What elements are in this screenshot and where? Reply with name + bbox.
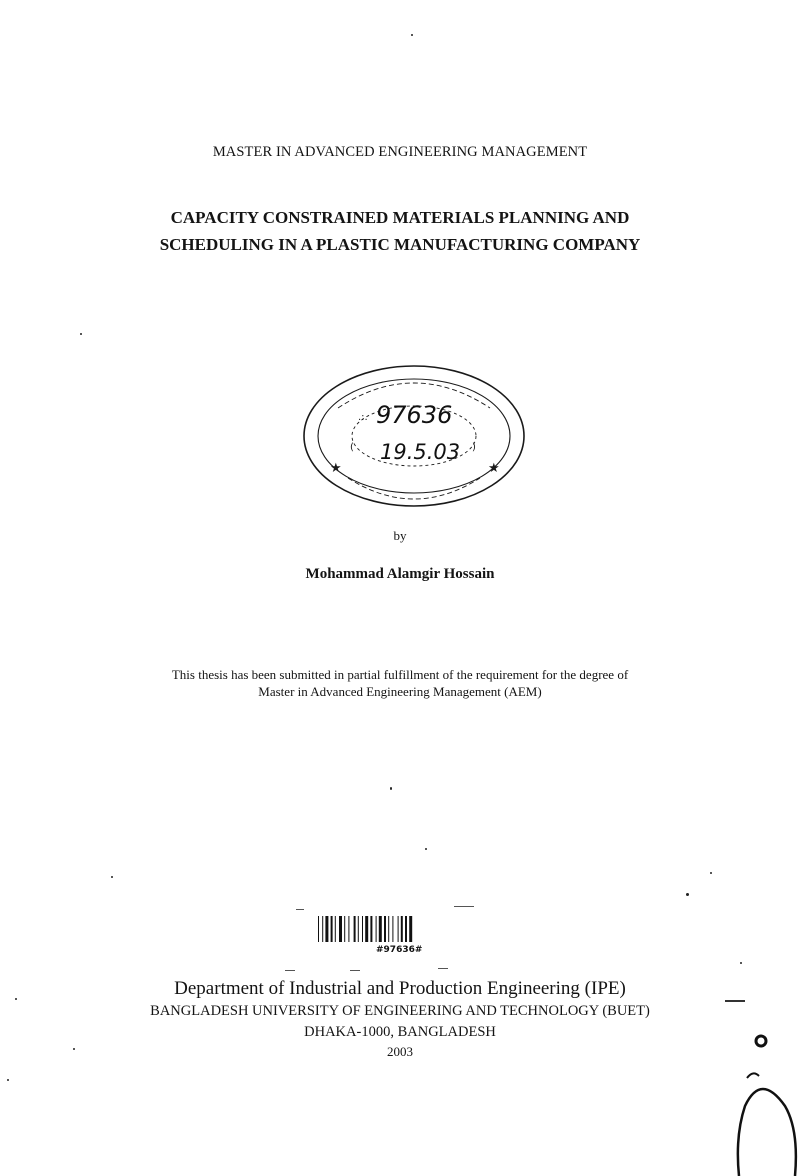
thesis-title-line-1: CAPACITY CONSTRAINED MATERIALS PLANNING AND: [170, 208, 630, 227]
svg-text:): ): [472, 442, 476, 453]
stamp-accession-number: 97636: [376, 401, 453, 429]
university-name: BANGLADESH UNIVERSITY OF ENGINEERING AND TECHNOLOGY (BUET): [150, 1003, 650, 1019]
submission-statement: [0, 666, 800, 700]
barcode-label: #97636#: [376, 945, 423, 955]
stamp-star-left: ★: [330, 461, 342, 476]
thesis-title: [0, 204, 800, 258]
submission-statement-line-2: Master in Advanced Engineering Management (AEM): [258, 684, 542, 699]
thesis-title-line-2: SCHEDULING IN A PLASTIC MANUFACTURING COMPANY: [159, 235, 641, 254]
svg-text:.:.: .:.: [358, 412, 368, 423]
stamp-date: 19.5.03: [380, 440, 461, 464]
barcode-bars: [316, 912, 476, 956]
library-stamp: [298, 360, 530, 512]
city-line: DHAKA-1000, BANGLADESH: [304, 1024, 496, 1040]
stamp-star-right: ★: [488, 461, 500, 476]
year: 2003: [387, 1044, 413, 1059]
department-name: Department of Industrial and Production Engineering (IPE): [174, 978, 626, 999]
by-label: by: [393, 528, 407, 543]
svg-text:(: (: [350, 442, 354, 453]
barcode: [316, 912, 476, 956]
author-name: Mohammad Alamgir Hossain: [305, 566, 495, 582]
submission-statement-line-1: This thesis has been submitted in partial fulfillment of the requirement for the degree of: [171, 667, 629, 682]
library-stamp-seal: [298, 360, 530, 512]
degree-program-heading: MASTER IN ADVANCED ENGINEERING MANAGEMENT: [212, 144, 588, 160]
